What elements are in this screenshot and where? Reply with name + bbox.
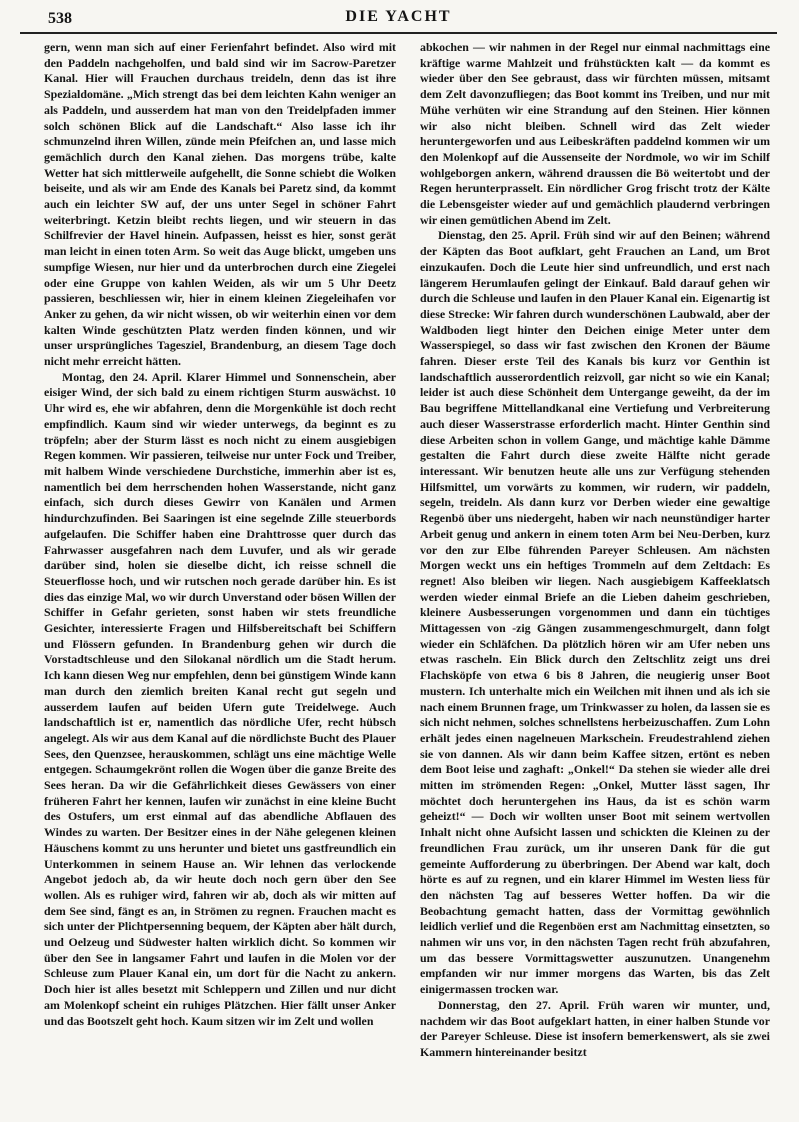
paragraph: abkochen — wir nahmen in der Regel nur einmal nachmittags eine kräftige warme Mahlzeit und frühstückten kalt — da kommt es wieder über den See gebraust, dass wir fürchten müssen, mitsamt dem Zelt davonzufliegen; das Boot kommt ins Treiben, und nur mit Mühe verhüten wir eine Strandung auf den Steinen. Hier können wir also nicht bleiben. Schnell wird das Zelt wieder heruntergeworfen und aus Leibeskräften paddelnd kommen wir um den Molenkopf auf die Aussenseite der Nordmole, wo wir im Schilf wohlgeborgen ankern, während draussen die Bö weitertobt und der Regen herunterprasselt. Ein nördlicher Grog frischt trotz der Kälte die Lebensgeister wieder auf und gemächlich plaudernd verbringen wir einen gemütlichen Abend im Zelt. [420,40,770,227]
paragraph: gern, wenn man sich auf einer Ferienfahrt befindet. Also wird mit den Paddeln nachgeholfen, und bald sind wir im Sacrow-Paretzer Kanal. Hier will Frauchen durchaus treideln, denn das ist ihre Spezialdomäne. „Mich strengt das bei dem leichten Kahn weniger an als Paddeln, und ausserdem hat man von den Treidelpfaden immer solch schönen Blick auf die Landschaft.“ Also lasse ich ihr schmunzelnd ihren Willen, zünde mein Pfeifchen an, und lasse mich gemächlich durch den Kanal ziehen. Das morgens trübe, kalte Wetter hat sich mittlerweile aufgehellt, die Sonne schiebt die Wolken beiseite, und als wir am Ende des Kanals bei Paretz sind, da kommt auch ein leichter SW auf, der uns unter Segel in schöner Fahrt weiterbringt. Ketzin bleibt rechts liegen, und wir steuern in das Schilfrevier der Havel hinein. Aufpassen, heisst es hier, sonst gerät man leicht in einen toten Arm. So weit das Auge blickt, umgeben uns sumpfige Wiesen, nur hier und da unterbrochen durch eine Ziegelei oder eine Gruppe von kahlen Weiden, als wir um 5 Uhr Deetz passieren, beschliessen wir, hier in einem kleinen Ziegeleihafen vor Anker zu gehen, da wir nicht wissen, ob wir weiterhin einen vor dem kalten Winde geschützten Platz werden finden können, und wir unser ursprüngliches Tagesziel, Brandenburg, an diesem Tage doch nicht mehr erreicht hätten. [44,40,396,369]
page-number: 538 [48,10,72,27]
paragraph: Montag, den 24. April. Klarer Himmel und Sonnenschein, aber eisiger Wind, der sich bald zu einem richtigen Sturm auswächst. 10 Uhr wird es, ehe wir abfahren, denn die Morgenkühle ist doch recht empfindlich. Kaum sind wir wieder unterwegs, da beginnt es zu tröpfeln; aber der Sturm lässt es noch nicht zu einem ausgiebigen Regen kommen. Wir passieren, teilweise nur unter Fock und Treiber, mit halbem Winde verschiedene Durchstiche, immerhin aber ist es, namentlich bei dem herrschenden hohen Wasserstande, nicht ganz einfach, sich durch dieses Gewirr von Kanälen und Armen hindurchzufinden. Bei Saaringen ist eine segelnde Zille steuerbords aufgelaufen. Die Schiffer haben eine Drahttrosse quer durch das Fahrwasser ausgefahren nach dem Luvufer, und als wir gerade darüber sind, holen sie dieselbe dicht, ich reisse schnell die Steuerflosse hoch, und wir rutschen noch gerade darüber hin. Es ist dies das einzige Mal, wo wir durch Unverstand oder bösen Willen der Schiffer in Gefahr gerieten, sonst haben wir stets freundliche Gesichter, interessierte Fragen und Hilfsbereitschaft bei Schiffern und Flössern gefunden. In Brandenburg gehen wir durch die Vorstadtschleuse und den Silokanal nördlich um die Stadt herum. Ich kann diesen Weg nur empfehlen, denn bei günstigem Winde kann man durch den ziemlich breiten Kanal recht gut segeln und ausserdem laufen auf beiden Ufern gute Treidelwege. Auch landschaftlich ist er, namentlich das nördliche Ufer, recht hübsch angelegt. Als wir aus dem Kanal auf die nördlichste Bucht des Plauer Sees, den Quenzsee, herauskommen, schlägt uns eine mächtige Welle entgegen. Schaumgekrönt rollen die Wogen über die ganze Breite des Sees heran. Da wir die Gefährlichkeit dieses Gewässers von einer früheren Fahrt her kennen, laufen wir zunächst in eine kleine Bucht des Ostufers, um erst einmal auf das abendliche Abflauen des Windes zu warten. Der Besitzer eines in der Nähe gelegenen kleinen Häuschens kommt zu uns herunter und bietet uns gastfreundlich ein Unterkommen in seinem Hause an. Wir lehnen das verlockende Angebot jedoch ab, da wir heute doch noch gern über den See wollen. Als es ruhiger wird, fahren wir ab, doch als wir mitten auf dem See sind, fängt es an, in Strömen zu regnen. Frauchen macht es sich unter der Plichtpersenning bequem, der Käpten aber hält durch, und Oelzeug und Südwester halten wirklich dicht. So kommen wir über den See in langsamer Fahrt und laufen in die Molen vor der Schleuse zum Plauer Kanal ein, um dort für die Nacht zu ankern. Doch hier ist alles besetzt mit Schleppern und Zillen und nur dicht am Molenkopf scheint ein ruhiges Plätzchen. Hier fällt unser Anker und das Bootszelt geht hoch. Kaum sitzen wir im Zelt und wollen [44,369,396,1028]
left-column [44,40,396,1112]
paragraph: Donnerstag, den 27. April. Früh waren wir munter, und, nachdem wir das Boot aufgeklart hatten, in einer halben Stunde vor der Pareyer Schleuse. Diese ist insofern bemerkenswert, als sie zwei Kammern hintereinander besitzt [420,997,770,1059]
running-title: DIE YACHT [345,8,452,25]
paragraph: Dienstag, den 25. April. Früh sind wir auf den Beinen; während der Käpten das Boot aufklart, geht Frauchen an Land, um Brot einzukaufen. Doch die Leute hier sind unfreundlich, und erst nach längerem Herumlaufen gelingt der Einkauf. Bald darauf gehen wir durch die Schleuse und laufen in den Plauer Kanal ein. Eigenartig ist diese Strecke: Wir fahren durch wunderschönen Laubwald, aber der Waldboden liegt hinter den Deichen einige Meter unter dem Wasserspiegel, so dass wir fast zwischen den Kronen der Bäume fahren. Dieser erste Teil des Kanals bis kurz vor Genthin ist landschaftlich ausserordentlich reizvoll, gar nicht so wie ein Kanal; leider ist auch diese Schönheit dem Untergange geweiht, da der im Bau begriffene Mittellandkanal eine Vertiefung und Verbreiterung auch dieser Wasserstrasse erforderlich macht. Hinter Genthin sind diese Arbeiten schon in vollem Gange, und mächtige kahle Dämme gestalten die Fahrt durch diese zweite Hälfte nicht gerade interessant. Wir benutzen heute alle uns zur Verfügung stehenden Hilfsmittel, um vorwärts zu kommen, wir rudern, wir paddeln, segeln, treideln. Als dann kurz vor Derben wieder eine gewaltige Regenbö über uns niedergeht, haben wir nach neunstündiger harter Arbeit genug und ankern in einem toten Arm bei Neu-Derben, kurz vor den zur Elbe führenden Pareyer Schleusen. Am nächsten Morgen weckt uns ein heftiges Trommeln auf dem Zeltdach: Es regnet! Also bleiben wir liegen. Nach ausgiebigem Kaffeeklatsch werden wieder einmal Briefe an die Lieben daheim geschrieben, kleinere Ausbesserungen vorgenommen und dann ein tüchtiges Mittagessen von -zig Gängen zusammengeschmurgelt, dann folgt wieder ein Schläfchen. Da plötzlich hören wir am Ufer neben uns etwas rascheln. Ein Blick durch den Zeltschlitz zeigt uns drei Flachsköpfe von etwa 6 bis 8 Jahren, die neugierig unser Boot mustern. Ich unterhalte mich ein Weilchen mit ihnen und als ich sie nach einem Brunnen frage, um Trinkwasser zu holen, da lassen sie es sich nicht nehmen, solches schnellstens herbeizuschaffen. Zum Lohn erhält jedes einen nagelneuen Markschein. Freudestrahlend ziehen sie von dannen. Als wir dann beim Kaffee sitzen, ertönt es neben dem Boot leise und zaghaft: „Onkel!“ Da stehen sie wieder alle drei mitten im strömenden Regen: „Onkel, Mutter lässt sagen, Ihr möchtet doch heruntergehen ins Haus, da ist es schön warm geheizt!“ — Doch wir wollten unser Boot mit seinem wertvollen Inhalt nicht ohne Aufsicht lassen und schickten die Kleinen zu der freundlichen Frau zurück, um ihr unseren Dank für die gut gemeinte Aufforderung zu überbringen. Der Abend war kalt, doch hörte es auf zu regnen, und ein klarer Himmel im Westen liess für den nächsten Tag auf besseres Wetter hoffen. Da wir die Beobachtung gemacht hatten, dass der Vormittag gewöhnlich leidlich verlief und die Regenböen erst am Nachmittag einsetzten, so nahmen wir uns vor, in den nächsten Tagen recht früh abzufahren, um das bessere Vormittagswetter auszunutzen. Unangenehm empfanden wir nur immer morgens das Warten, bis das Zelt einigermassen trocken war. [420,228,770,997]
right-column [420,40,770,1112]
page-header [20,8,777,34]
